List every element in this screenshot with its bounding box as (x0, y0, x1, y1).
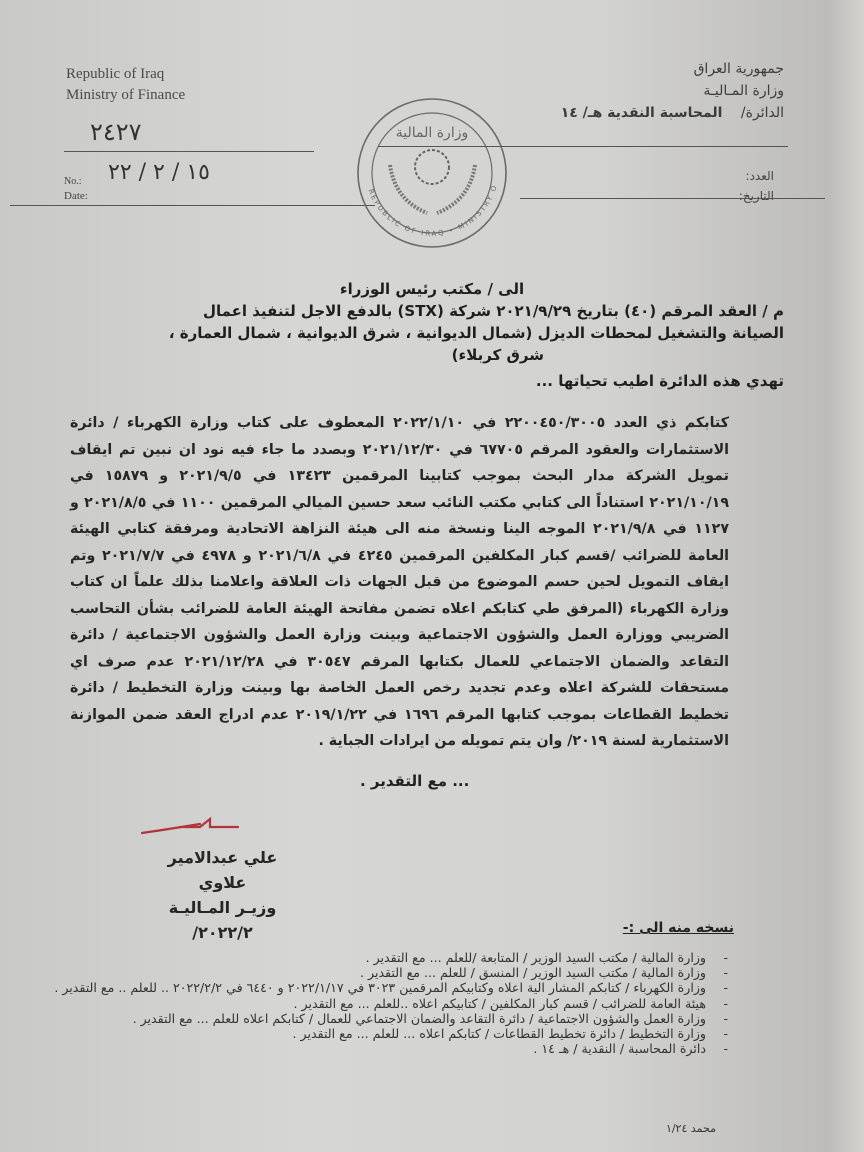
letter-subject (60, 278, 784, 392)
bullet-dash: - (723, 1041, 728, 1057)
subject-line-2: الصيانة والتشغيل لمحطات الديزل (شمال الديوانية ، شرق الديوانية ، شمال العمارة ، (168, 324, 784, 342)
no-label: No.: (64, 176, 82, 187)
body-paragraph: كتابكم ذي العدد ٢٢٠٠٤٥٠/٣٠٠٥ في ٢٠٢٢/١/١٠ المعطوف على كتاب وزارة الكهرباء / دائرة الاستثمارات والعقود المرقم ٦٧٧٠٥ في ٢٠٢١/١٢/٣٠ وبصدد ما جاء فيه نود ان نبين تم ايقاف تمويل الشركة مدار البحث بموجب كتابينا المرقمين ١٣٤٢٣ في ٢٠٢١/٩/٥ و ١٥٨٧٩ في ٢٠٢١/١٠/١٩ استناداً الى كتابي مكتب النائب سعد حسين الميالي المرقمين ١١٠٠ في ٢٠٢١/٨/٥ و ١١٢٧ في ٢٠٢١/٩/٨ الموجه الينا ونسخة منه الى هيئة النزاهة الاتحادية ومرفقة كتابي الهيئة العامة للضرائب /قسم كبار المكلفين المرقمين ٤٢٤٥ في ٢٠٢١/٦/٨ و ٤٩٧٨ في ٢٠٢١/٧/٧ وتم ايقاف التمويل لحين حسم الموضوع من قبل الجهات ذات العلاقة واعلامنا بذلك علماً ان كتاب وزارة الكهرباء (المرفق طي كتابكم اعلاه تضمن مفاتحة الهيئة العامة للضرائب بشأن التحاسب الضريبي ووزارة العمل والشؤون الاجتماعية وبينت وزارة العمل والشؤون الاجتماعية / دائرة التقاعد والضمان الاجتماعي للعمال بكتابها المرقم ٣٠٥٤٧ في ٢٠٢١/١٢/٢٨ عدم صرف اي مستحقات للشركة اعلاه وعدم تجديد رخص العمل الخاصة بها وبينت وزارة التخطيط / دائرة تخطيط القطاعات بموجب كتابها المرقم ١٦٩٦ في ٢٠١٩/١/٢٢ عدم ادراج العقد ضمن الموازنة الاستثمارية لسنة ٢٠١٩/ وان يتم تمويله من ايرادات الجباية . (70, 415, 730, 749)
header-divider-right (378, 146, 788, 147)
ministry-name-ar: وزارة المـاليـة (703, 83, 784, 99)
bullet-dash: - (723, 995, 728, 1011)
department-line (561, 102, 784, 124)
subject-line-3: شرق كربلاء) (451, 346, 544, 364)
signatory-title: وزيـر المـاليـة (168, 898, 277, 917)
bullet-dash: - (723, 980, 728, 996)
copy-item (40, 1026, 734, 1041)
typist-initials: محمد ١/٢٤ (665, 1122, 716, 1135)
number-label-ar: العدد: (745, 169, 774, 183)
date-underline-ar (520, 198, 825, 199)
seal-english-text: REPUBLIC OF IRAQ • MINISTRY O (366, 182, 500, 238)
copy-item (40, 950, 734, 965)
signature-block (150, 845, 295, 945)
number-underline (64, 151, 314, 152)
greeting: تهدي هذه الدائرة اطيب تحياتها ... (535, 372, 784, 390)
copies-heading: نسخه منه الى :- (622, 920, 734, 936)
closing-phrase: ... مع التقدير . (360, 772, 470, 790)
copy-item (40, 980, 734, 995)
date-label: Date: (64, 190, 88, 202)
number-date-fields-ar (739, 166, 774, 206)
copy-item (40, 965, 734, 980)
letter-body (70, 410, 729, 755)
ministry-seal (345, 95, 535, 255)
handwritten-reference-number: ٢٤٢٧ (90, 118, 142, 146)
letterhead-english (66, 64, 185, 106)
department-label: الدائرة/ (740, 105, 784, 121)
seal-arabic-text: وزارة المالية (395, 125, 469, 141)
handwritten-date: ١٥ / ٢ / ٢٢ (108, 160, 210, 185)
letterhead-arabic (561, 58, 784, 124)
department-value: المحاسبة النقدية هـ/ ١٤ (560, 105, 723, 121)
copy-item-text: وزارة الكهرباء / كتابكم المشار الية اعلاه وكتابيكم المرقمين ٣٠٢٣ في ٢٠٢٢/١/١٧ و ٦٤٤٠ في ٢٠٢٢/٢/٢ .. للعلم .. مع التقدير . (54, 980, 706, 996)
copy-item-text: دائرة المحاسبة / النقدية / هـ ١٤ . (533, 1041, 706, 1057)
recipient: الى / مكتب رئيس الوزراء (339, 280, 525, 298)
country-name-ar: جمهورية العراق (693, 61, 784, 77)
copy-item-text: وزارة المالية / مكتب السيد الوزير / المنسق / للعلم ... مع التقدير . (359, 965, 706, 981)
copy-item (40, 996, 734, 1011)
signature-scribble (140, 815, 240, 841)
copy-item-text: وزارة التخطيط / دائرة تخطيط القطاعات / كتابكم اعلاه ... للعلم ... مع التقدير . (292, 1026, 706, 1042)
copy-item (40, 1011, 734, 1026)
bullet-dash: - (723, 965, 728, 981)
bullet-dash: - (723, 950, 728, 965)
copy-item-text: وزارة العمل والشؤون الاجتماعية / دائرة التقاعد والضمان الاجتماعي للعمال / كتابكم اعلاه للعلم ... مع التقدير . (132, 1010, 706, 1026)
copy-item-text: هيئة العامة للضرائب / قسم كبار المكلفين / كتابيكم اعلاه ..للعلم ... مع التقدير . (293, 995, 706, 1011)
ministry-name-en: Ministry of Finance (66, 87, 186, 103)
country-name-en: Republic of Iraq (66, 66, 165, 82)
date-underline (10, 205, 375, 206)
signature-date: ٢٠٢٢/٢/ (192, 923, 253, 942)
copy-item (40, 1041, 734, 1056)
bullet-dash: - (723, 1026, 728, 1042)
copy-item-text: وزارة المالية / مكتب السيد الوزير / المتابعة /للعلم ... مع التقدير . (365, 950, 706, 965)
subject-line-1: م / العقد المرقم (٤٠) بتاريخ ٢٠٢١/٩/٢٩ شركة (STX) بالدفع الاجل لتنفيذ اعمال (202, 302, 784, 320)
bullet-dash: - (723, 1010, 728, 1026)
copies-list (40, 950, 734, 1056)
signatory-name: علي عبدالامير علاوي (167, 848, 278, 892)
date-label-ar: التاريخ: (738, 189, 774, 203)
